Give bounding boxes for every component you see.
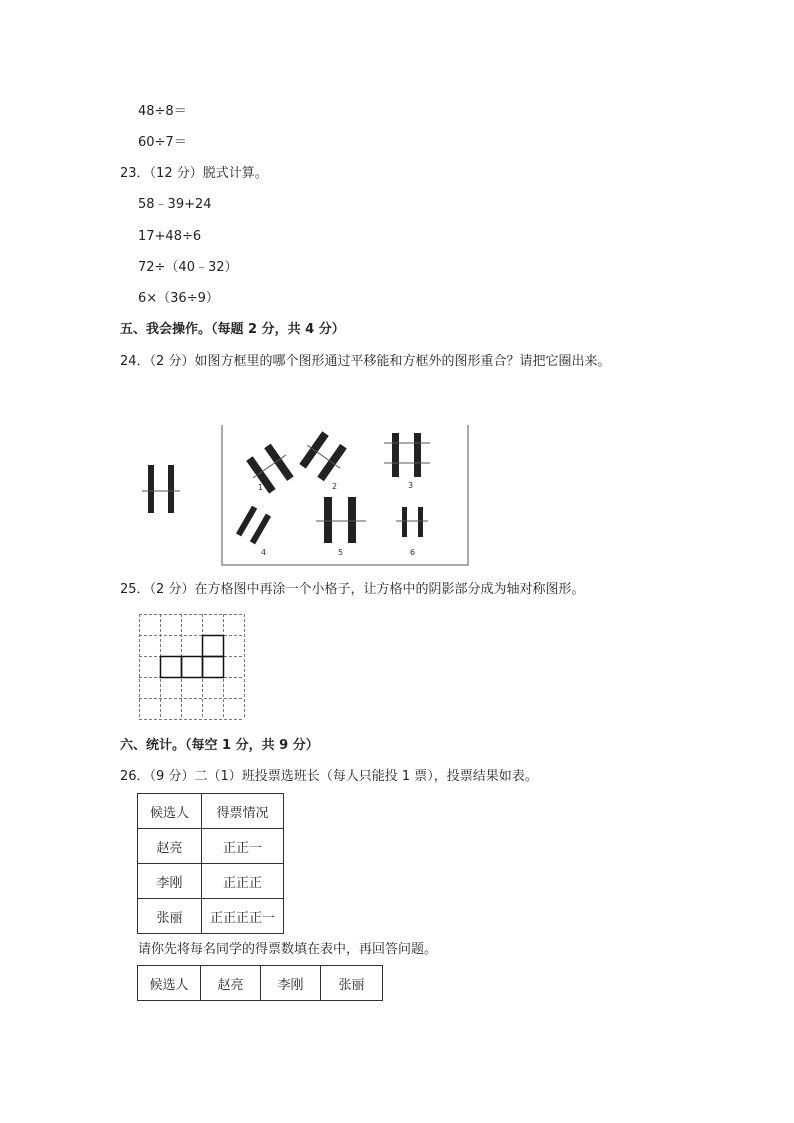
q26-heading: 26．（9 分）二（1）班投票选班长（每人只能投 1 票），投票结果如表。 bbox=[120, 769, 538, 784]
table1-row-2-name: 李刚 bbox=[138, 864, 202, 899]
label-5: 5 bbox=[338, 548, 344, 557]
q25-heading: 25．（2 分）在方格图中再涂一个小格子，让方格中的阴影部分成为轴对称图形。 bbox=[120, 582, 585, 597]
label-4: 4 bbox=[261, 548, 267, 557]
label-2: 2 bbox=[332, 482, 338, 491]
table1-row-3-tally: 正正正正一 bbox=[202, 899, 284, 934]
table1-header-candidate: 候选人 bbox=[138, 794, 202, 829]
shape-1 bbox=[243, 440, 299, 496]
shaded-shape bbox=[161, 636, 224, 678]
vote-count-table bbox=[137, 965, 383, 1001]
shape-4 bbox=[236, 506, 271, 545]
q23-item-2: 17+48÷6 bbox=[138, 229, 202, 244]
label-6: 6 bbox=[410, 548, 416, 557]
section-6-title: 六、统计。（每空 1 分，共 9 分） bbox=[120, 738, 319, 753]
expression-60-div-7: 60÷7＝ bbox=[138, 135, 187, 150]
q23-heading: 23．（12 分）脱式计算。 bbox=[120, 166, 268, 181]
q23-item-4: 6×（36÷9） bbox=[138, 291, 219, 306]
shape-3 bbox=[384, 433, 430, 477]
shape-5 bbox=[316, 497, 366, 543]
table1-row-1-tally: 正正一 bbox=[202, 829, 284, 864]
q24-heading: 24．（2 分）如图方框里的哪个图形通过平移能和方框外的图形重合？请把它圈出来。 bbox=[120, 354, 611, 369]
table1-row-3-name: 张丽 bbox=[138, 899, 202, 934]
figure-frame bbox=[222, 425, 468, 565]
q23-item-1: 58﹣39+24 bbox=[138, 197, 212, 212]
q26-instruction: 请你先将每名同学的得票数填在表中，再回答问题。 bbox=[138, 942, 438, 957]
q25-grid bbox=[139, 614, 245, 720]
table1-row-2-tally: 正正正 bbox=[202, 864, 284, 899]
table2-name-ligang: 李刚 bbox=[261, 966, 321, 1001]
table2-header-candidate: 候选人 bbox=[138, 966, 201, 1001]
table2-name-zhaoliang: 赵亮 bbox=[201, 966, 261, 1001]
q24-translation-figure bbox=[130, 415, 475, 570]
label-1: 1 bbox=[258, 483, 264, 492]
vote-tally-table bbox=[137, 793, 284, 934]
shape-2 bbox=[296, 429, 352, 485]
label-3: 3 bbox=[408, 481, 414, 490]
target-shape bbox=[142, 465, 180, 513]
section-5-title: 五、我会操作。（每题 2 分，共 4 分） bbox=[120, 322, 345, 337]
table1-row-1-name: 赵亮 bbox=[138, 829, 202, 864]
q23-item-3: 72÷（40﹣32） bbox=[138, 260, 238, 275]
table2-name-zhangli: 张丽 bbox=[321, 966, 383, 1001]
shape-6 bbox=[396, 507, 428, 537]
table1-header-votes: 得票情况 bbox=[202, 794, 284, 829]
expression-48-div-8: 48÷8＝ bbox=[138, 104, 187, 119]
